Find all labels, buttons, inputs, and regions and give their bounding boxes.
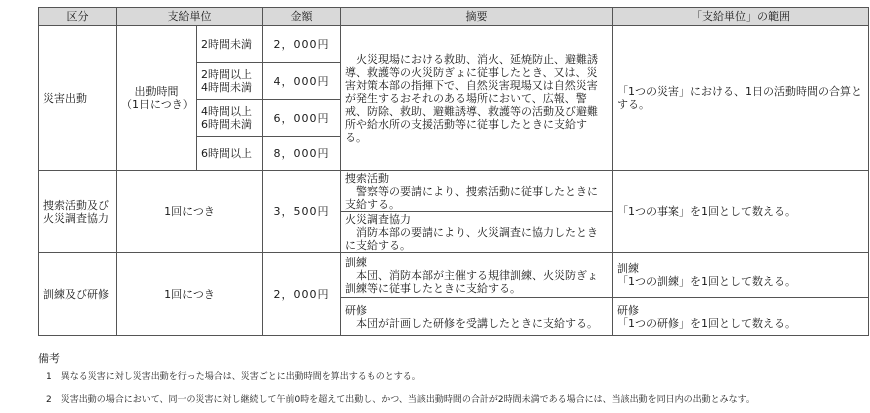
note-item: 2 災害出動の場合において、同一の災害に対し継続して午前0時を超えて出動し、かつ、当該出動時間の合計が2時間未満である場合には、当該出動を同日内の出動とみなす。	[46, 395, 755, 405]
training-unit: 1回につき	[117, 253, 263, 336]
disaster-kubun: 災害出動	[39, 26, 117, 171]
table-row	[39, 26, 869, 63]
allowance-table	[38, 7, 869, 336]
note-item: 1 異なる災害に対し災害出動を行った場合は、災害ごとに出動時間を算出するものとする。	[46, 372, 421, 382]
training-kubun: 訓練及び研修	[39, 253, 117, 336]
search-scope: 「1つの事案」を1回として数える。	[613, 171, 869, 253]
disaster-amount: 2，000円	[263, 26, 341, 63]
header-unit: 支給単位	[117, 8, 263, 26]
header-amount: 金額	[263, 8, 341, 26]
disaster-amount: 8，000円	[263, 137, 341, 171]
training-summary-2: 研修 本団が計画した研修を受講したときに支給する。	[341, 298, 613, 336]
disaster-amount: 4，000円	[263, 63, 341, 100]
disaster-summary: 火災現場における救助、消火、延焼防止、避難誘導、救護等の火災防ぎょに従事したとき、又は、災害対策本部の指揮下で、自然災害現場又は自然災害が発生するおそれのある場所において、広報、警戒、防除、救助、避難誘導、救護等の活動及び避難所や給水所の支援活動等に従事したときに支給する。	[341, 26, 613, 171]
disaster-duration: 4時間以上 6時間未満	[197, 100, 263, 137]
search-amount: 3，500円	[263, 171, 341, 253]
header-kubun: 区分	[39, 8, 117, 26]
header-row	[39, 8, 869, 26]
disaster-duration: 2時間未満	[197, 26, 263, 63]
search-summary-1: 捜索活動 警察等の要請により、捜索活動に従事したときに支給する。	[341, 171, 613, 212]
header-scope: 「支給単位」の範囲	[613, 8, 869, 26]
disaster-duration: 2時間以上 4時間未満	[197, 63, 263, 100]
search-kubun: 捜索活動及び 火災調査協力	[39, 171, 117, 253]
disaster-amount: 6，000円	[263, 100, 341, 137]
training-amount: 2，000円	[263, 253, 341, 336]
table-row	[39, 171, 869, 212]
disaster-unit-label: 出動時間 （1日につき）	[117, 26, 197, 171]
disaster-duration: 6時間以上	[197, 137, 263, 171]
header-summary: 摘要	[341, 8, 613, 26]
notes-title: 備考	[38, 352, 60, 365]
search-summary-2: 火災調査協力 消防本部の要請により、火災調査に協力したときに支給する。	[341, 212, 613, 253]
search-unit: 1回につき	[117, 171, 263, 253]
training-scope-1: 訓練 「1つの訓練」を1回として数える。	[613, 253, 869, 298]
training-summary-1: 訓練 本団、消防本部が主催する規律訓練、火災防ぎょ訓練等に従事したときに支給する。	[341, 253, 613, 298]
table-row	[39, 253, 869, 298]
disaster-scope: 「1つの災害」における、1日の活動時間の合算とする。	[613, 26, 869, 171]
training-scope-2: 研修 「1つの研修」を1回として数える。	[613, 298, 869, 336]
